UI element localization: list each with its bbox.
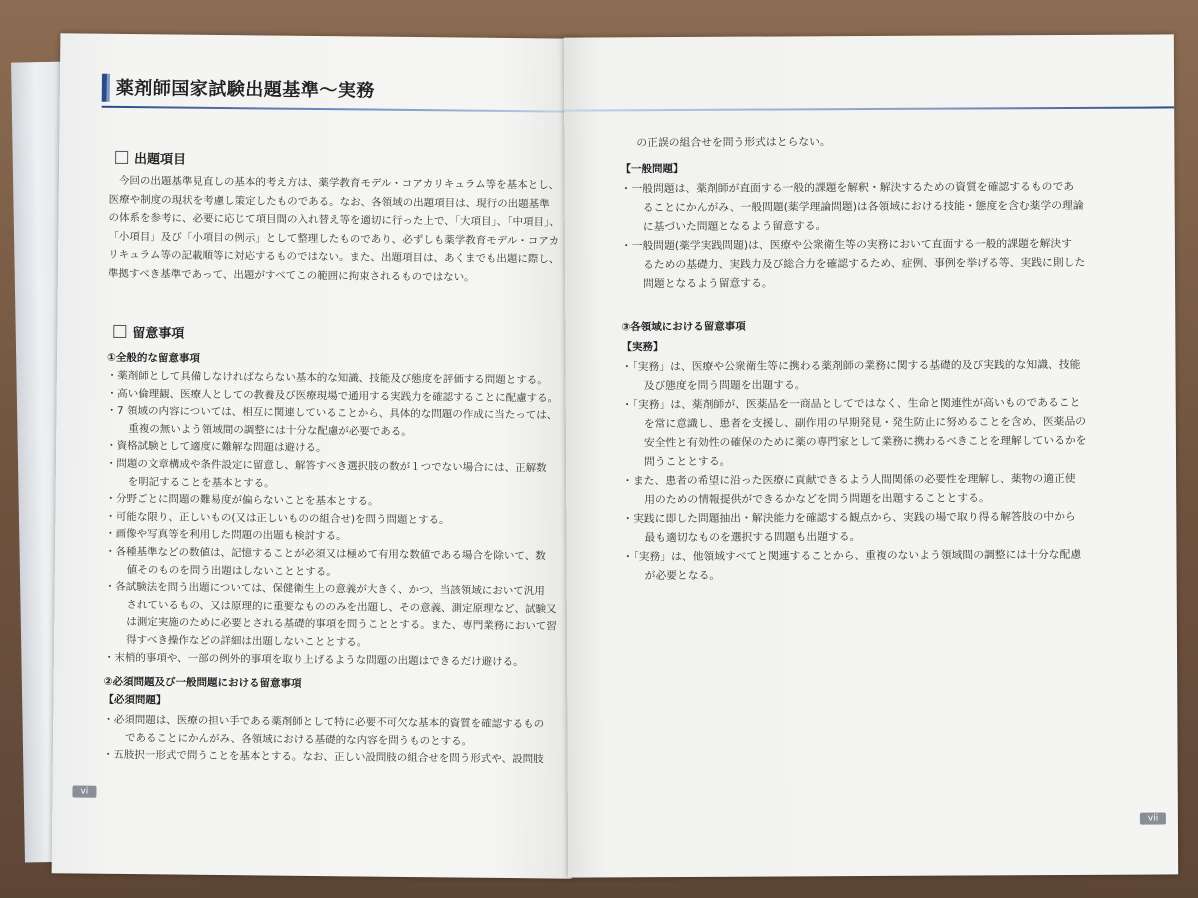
list-item: の正誤の組合せを問う形式はとらない。 [636,135,831,150]
list-item: が必要となる。 [644,568,721,583]
section-heading-label: 出題項目 [134,152,187,168]
list-item: るための基礎力、実践力及び総合力を確認するため、症例、事例を挙げる等、実践に則した [642,255,1086,272]
list-item: 最も適切なものを選択する問題も出題する。 [644,530,861,545]
paragraph-line: 「小項目」及び「小項目の例示」として整理したものであり、必ずしも薬学教育モデル・コアカ [108,230,560,248]
checkbox-square-icon [113,325,126,338]
list-item: ・可能な限り、正しいもの(又は正しいものの組合せ)を問う問題とする。 [105,510,450,527]
list-item: ・各種基準などの数値は、記憶することが必須又は極めて有用な数値である場合を除いて、数 [104,545,546,563]
paragraph-line: リキュラム等の記載順等に対応するものではない。また、出題項目は、あくまでも出題に際し、 [108,248,560,266]
list-item: ・画像や写真等を利用した問題の出題も検討する。 [105,528,347,543]
continuation-text [614,132,830,152]
left-page [52,33,581,878]
sub-heading-each-field: ③各領域における留意事項 [621,320,746,334]
list-item: ・7 領域の内容については、相互に関連していることから、具体的な問題の作成に当たっては、 [106,404,558,422]
list-item: ・実践に即した問題抽出・解決能力を確認する観点から、実践の場で取り得る解答肢の中から [622,509,1076,526]
list-item: ・「実務」は、医療や公衆衛生等に携わる薬剤師の業務に関する基礎的及び実践的な知識、技能 [621,357,1081,374]
list-item: ・「実務」は、薬剤師が、医薬品を一商品としてではなく、生命と関連性が高いものであること [621,395,1081,412]
list-item: 問題となるよう留意する。 [643,276,773,291]
list-item: ・また、患者の希望に沿った医療に貢献できるよう人間関係の必要性を理解し、薬物の適正使 [622,471,1076,488]
page-number: vi [72,785,96,797]
list-item: 問うこととする。 [643,454,731,469]
list-item: ・各試験法を問う出題については、保健衛生上の意義が大きく、かつ、当該領域において汎用 [104,580,545,598]
list-item: ることにかんがみ、一般問題(薬学理論問題)は各領域における技能・態度を含む薬学の理論 [642,198,1084,215]
right-page [564,34,1178,877]
header-accent-light [107,74,110,102]
required-questions-tag: 【必須問題】 [103,693,167,707]
general-questions-list [621,177,1086,293]
section-heading-label: 留意事項 [132,326,185,342]
header-rule [564,106,1174,111]
header-rule [102,106,577,113]
list-item: を明記することを基本とする。 [127,475,275,490]
checkbox-square-icon [115,151,128,164]
list-item: ・薬剤師として具備しなければならない基本的な知識、技能及び態度を評価する問題とする。 [106,369,548,387]
list-item: ・資格試験として適度に難解な問題は避ける。 [106,440,327,455]
list-item: 重複の無いよう領域間の調整には十分な配慮が必要である。 [128,422,412,438]
paragraph-line: 準拠すべき基準であって、出題がすべてこの範囲に拘束されるものではない。 [107,267,475,284]
list-item: ・分野ごとに問題の難易度が偏らないことを基本とする。 [105,492,379,508]
list-item: であることにかんがみ、各領域における基礎的な内容を問うものとする。 [124,731,473,748]
list-item: されているもの、又は原理的に重要なもののみを出題し、その意義、測定原理など、試験又 [126,598,557,616]
page-number: vii [1140,812,1166,824]
list-item: 及び態度を問う問題を出題する。 [643,378,806,393]
paragraph-line: 医療や制度の現状を考慮し策定したものである。なお、各領域の出題項目は、現行の出題基準 [108,193,550,210]
section-heading-items [115,148,186,168]
section-heading-notes [113,322,184,342]
paragraph-line: の体系を参考に、必要に応じて項目間の入れ替え等を適切に行った上で、「大項目」、「中項目」、 [108,211,560,229]
required-notes-list [103,712,545,769]
list-item: ・高い倫理観、医療人としての教養及び医療現場で通用する実践力を確認することに配慮する。 [106,387,559,405]
list-item: を常に意識し、患者を支援し、副作用の早期発見・発生防止に努めることを含め、医薬品の [643,414,1087,431]
list-item: 安全性と有効性の確保のために薬の専門家として業務に携わるべきことを理解しているかを [643,433,1087,450]
general-questions-tag: 【一般問題】 [620,162,684,176]
list-item: ・必須問題は、医療の担い手である薬剤師として特に必要不可欠な基本的資質を確認するもの [103,713,545,731]
general-notes-list [104,368,560,672]
list-item: ・末梢的事項や、一部の例外的事項を取り上げるような問題の出題はできるだけ避ける。 [103,651,524,668]
list-item: ・問題の文章構成や条件設定に留意し、解答すべき選択肢の数が１つでない場合には、正解数 [105,457,547,475]
list-item: 値そのものを問う出題はしないこととする。 [126,563,337,578]
list-item: ・一般問題は、薬剤師が直面する一般的課題を解釈・解決するための資質を確認するものであ [620,179,1075,196]
list-item: に基づいた問題となるよう留意する。 [642,219,827,234]
list-item: ・一般問題(薬学実践問題)は、医療や公衆衛生等の実務において直面する一般的課題を解決す [620,236,1073,253]
list-item: 得すべき操作などの詳細は出題しないこととする。 [126,633,368,649]
paragraph-line: 今回の出題基準見直しの基本的考え方は、薬学教育モデル・コアカリキュラム等を基本とし、 [118,174,560,192]
list-item: は測定実施のために必要とされる基礎的事項を問うこととする。また、専門業務において習 [126,616,557,633]
page-title: 薬剤師国家試験出題基準～実務 [115,77,375,102]
list-item: ・五肢択一形式で問うことを基本とする。なお、正しい設問肢の組合せを問う形式や、設問肢 [102,748,544,766]
list-item: ・「実務」は、他領域すべてと関連することから、重複のないよう領域間の調整には十分な配慮 [622,547,1082,564]
list-item: 用のための情報提供ができるかなどを問う問題を出題することとする。 [644,491,990,507]
practice-notes-list [621,355,1087,585]
sub-heading-required-general: ②必須問題及び一般問題における留意事項 [103,675,302,690]
items-paragraph [108,172,561,288]
sub-heading-general: ①全般的な留意事項 [106,351,200,365]
practice-tag: 【実務】 [621,341,664,354]
page-header [102,70,577,113]
